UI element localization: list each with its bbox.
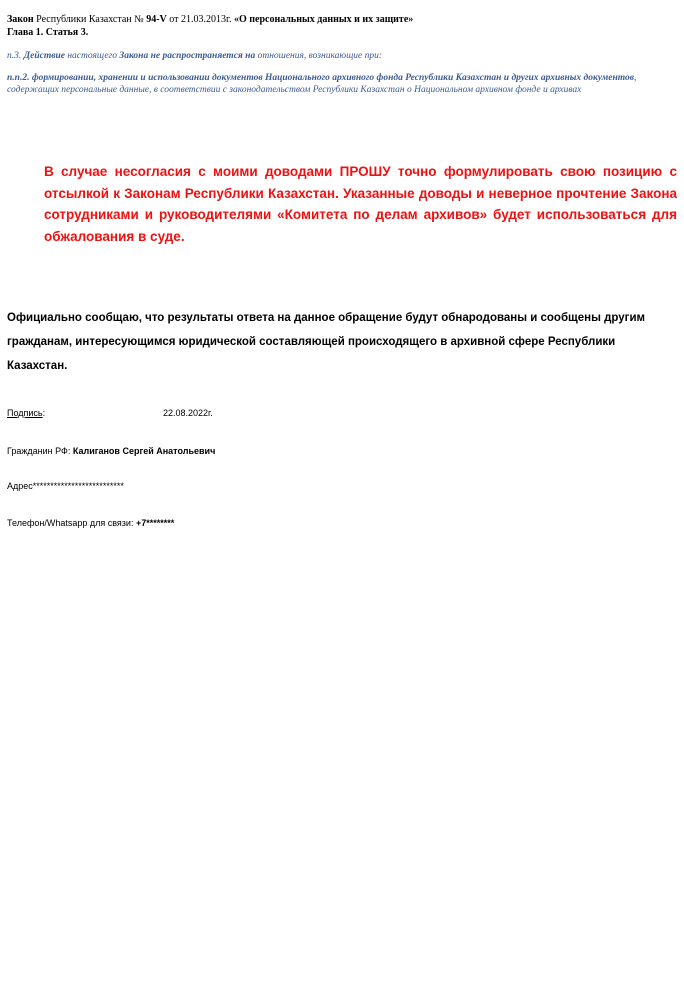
signature-date: 22.08.2022г. — [163, 408, 213, 418]
item-bold-1: Действие — [23, 51, 65, 61]
citizen-name: Калиганов Сергей Анатольевич — [72, 446, 216, 456]
signature-colon: : — [42, 408, 46, 418]
phone-line — [7, 517, 174, 529]
law-word: Закон — [7, 14, 34, 25]
law-reference — [7, 14, 413, 26]
item-number: п.3. — [7, 51, 24, 61]
law-title: «О персональных данных и их защите» — [233, 14, 414, 25]
signature-row — [7, 407, 307, 419]
chapter-article: Глава 1. Статья 3. — [7, 27, 89, 38]
item-text-2: отношения, возникающие при: — [255, 51, 383, 61]
subitem-text: , содержащих персональные данные, в соответствии с законодательством Республики Казахстан о Национальном архивном фонде и архивах — [7, 73, 637, 95]
address-line — [7, 480, 124, 492]
warning-paragraph: В случае несогласия с моими доводами ПРОШУ точно формулировать свою позицию с отсылкой к Законам Республики Казахстан. Указанные доводы и неверное прочтение Закона сотрудниками и руководителями «Комитета по делам архивов» будет использоваться для обжалования в суде. — [44, 164, 677, 244]
subitem-bold: п.п.2. формировании, хранении и использовании документов Национального архивного фонда Республики Казахстан и других архивных документов — [7, 73, 635, 83]
address-value: ************************** — [32, 481, 124, 491]
phone-value: +7******** — [135, 518, 175, 528]
law-number: 94-V — [146, 14, 167, 25]
law-country: Республики Казахстан № — [33, 14, 147, 25]
article-subitem-2 — [7, 72, 675, 96]
item-text-1: настоящего — [64, 51, 120, 61]
phone-label: Телефон/Whatsapp для связи: — [7, 518, 136, 528]
signature-label: Подпись — [7, 408, 43, 418]
item-bold-2: Закона не распространяется на — [119, 51, 256, 61]
official-notice: Официально сообщаю, что результаты ответа на данное обращение будут обнародованы и сообщены другим гражданам, интересующимся юридической составляющей происходящего в архивной сфере Республики Казахстан. — [7, 312, 646, 372]
law-date: от 21.03.2013г. — [166, 14, 234, 25]
article-item-3 — [7, 50, 382, 62]
address-label: Адрес — [7, 481, 33, 491]
citizen-line — [7, 445, 215, 457]
citizen-label: Гражданин РФ: — [7, 446, 73, 456]
